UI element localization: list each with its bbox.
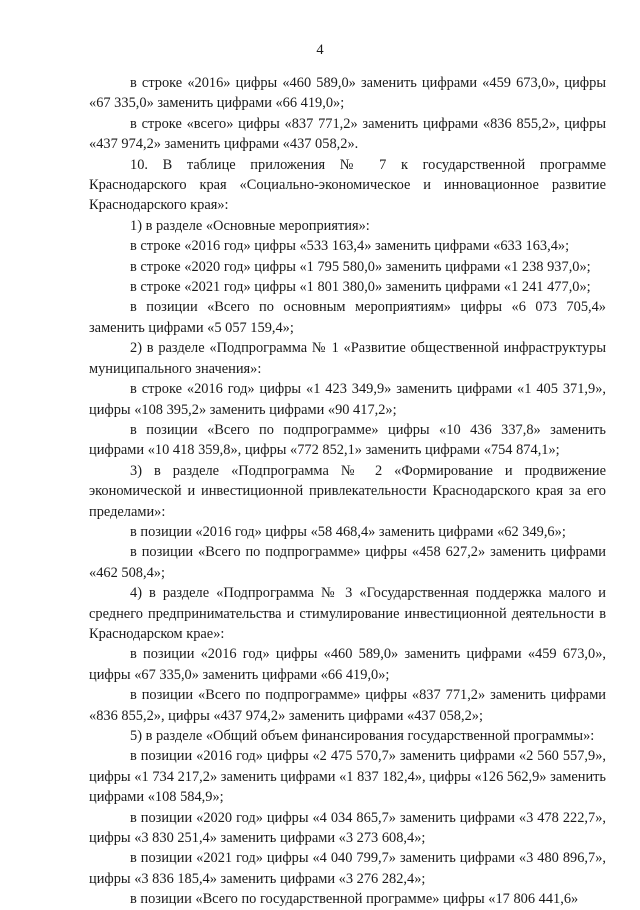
paragraph: в позиции «Всего по государственной программе» цифры «17 806 441,6» <box>130 891 579 908</box>
page-number: 4 <box>316 42 324 58</box>
paragraph: 2) в разделе «Подпрограмма № 1 «Развитие общественной инфраструктуры муниципального значения»: <box>89 340 606 377</box>
paragraph: 10. В таблице приложения № 7 к государственной программе Краснодарского края «Социально-экономическое и инновационное развитие Краснодарского края»: <box>89 156 606 214</box>
paragraph: в позиции «Всего по подпрограмме» цифры «10 436 337,8» заменить цифрами «10 418 359,8», цифры «772 852,1» заменить цифрами «754 874,1»; <box>89 421 606 459</box>
paragraph: в позиции «2020 год» цифры «4 034 865,7» заменить цифрами «3 478 222,7», цифры «3 830 251,4» заменить цифрами «3 273 608,4»; <box>89 809 606 847</box>
paragraph: в строке «всего» цифры «837 771,2» заменить цифрами «836 855,2», цифры «437 974,2» заменить цифрами «437 058,2». <box>89 115 606 153</box>
paragraph: 5) в разделе «Общий объем финансирования государственной программы»: <box>130 728 595 744</box>
paragraph: 1) в разделе «Основные мероприятия»: <box>130 217 370 234</box>
paragraph: в строке «2016» цифры «460 589,0» заменить цифрами «459 673,0», цифры «67 335,0» заменить цифрами «66 419,0»; <box>89 75 606 112</box>
paragraph: 4) в разделе «Подпрограмма № 3 «Государственная поддержка малого и среднего предпринимательства и стимулирование инвестиционной деятельности в Краснодарском крае»: <box>89 585 606 642</box>
paragraph: в строке «2021 год» цифры «1 801 380,0» заменить цифрами «1 241 477,0»; <box>130 279 591 296</box>
paragraph: в строке «2016 год» цифры «533 163,4» заменить цифрами «633 163,4»; <box>130 238 570 255</box>
document-body <box>89 73 606 910</box>
paragraph: в позиции «2016 год» цифры «2 475 570,7» заменить цифрами «2 560 557,9», цифры «1 734 217,2» заменить цифрами «1 837 182,4», цифры «126 562,9» заменить цифрами «108 584,9»; <box>89 748 606 806</box>
paragraph: в позиции «2021 год» цифры «4 040 799,7» заменить цифрами «3 480 896,7», цифры «3 836 185,4» заменить цифрами «3 276 282,4»; <box>89 850 606 887</box>
paragraph: 3) в разделе «Подпрограмма № 2 «Формирование и продвижение экономической и инвестиционной привлекательности Краснодарского края за его пределами»: <box>89 462 606 520</box>
paragraph: в позиции «2016 год» цифры «460 589,0» заменить цифрами «459 673,0», цифры «67 335,0» заменить цифрами «66 419,0»; <box>89 646 606 683</box>
paragraph: в позиции «Всего по подпрограмме» цифры «458 627,2» заменить цифрами «462 508,4»; <box>89 544 606 581</box>
paragraph: в строке «2016 год» цифры «1 423 349,9» заменить цифрами «1 405 371,9», цифры «108 395,2» заменить цифрами «90 417,2»; <box>89 381 606 418</box>
paragraph: в позиции «Всего по основным мероприятиям» цифры «6 073 705,4» заменить цифрами «5 057 159,4»; <box>89 299 606 336</box>
paragraph: в строке «2020 год» цифры «1 795 580,0» заменить цифрами «1 238 937,0»; <box>130 258 591 275</box>
paragraph: в позиции «Всего по подпрограмме» цифры «837 771,2» заменить цифрами «836 855,2», цифры «437 974,2» заменить цифрами «437 058,2»; <box>89 687 606 724</box>
paragraph: в позиции «2016 год» цифры «58 468,4» заменить цифрами «62 349,6»; <box>130 523 566 540</box>
